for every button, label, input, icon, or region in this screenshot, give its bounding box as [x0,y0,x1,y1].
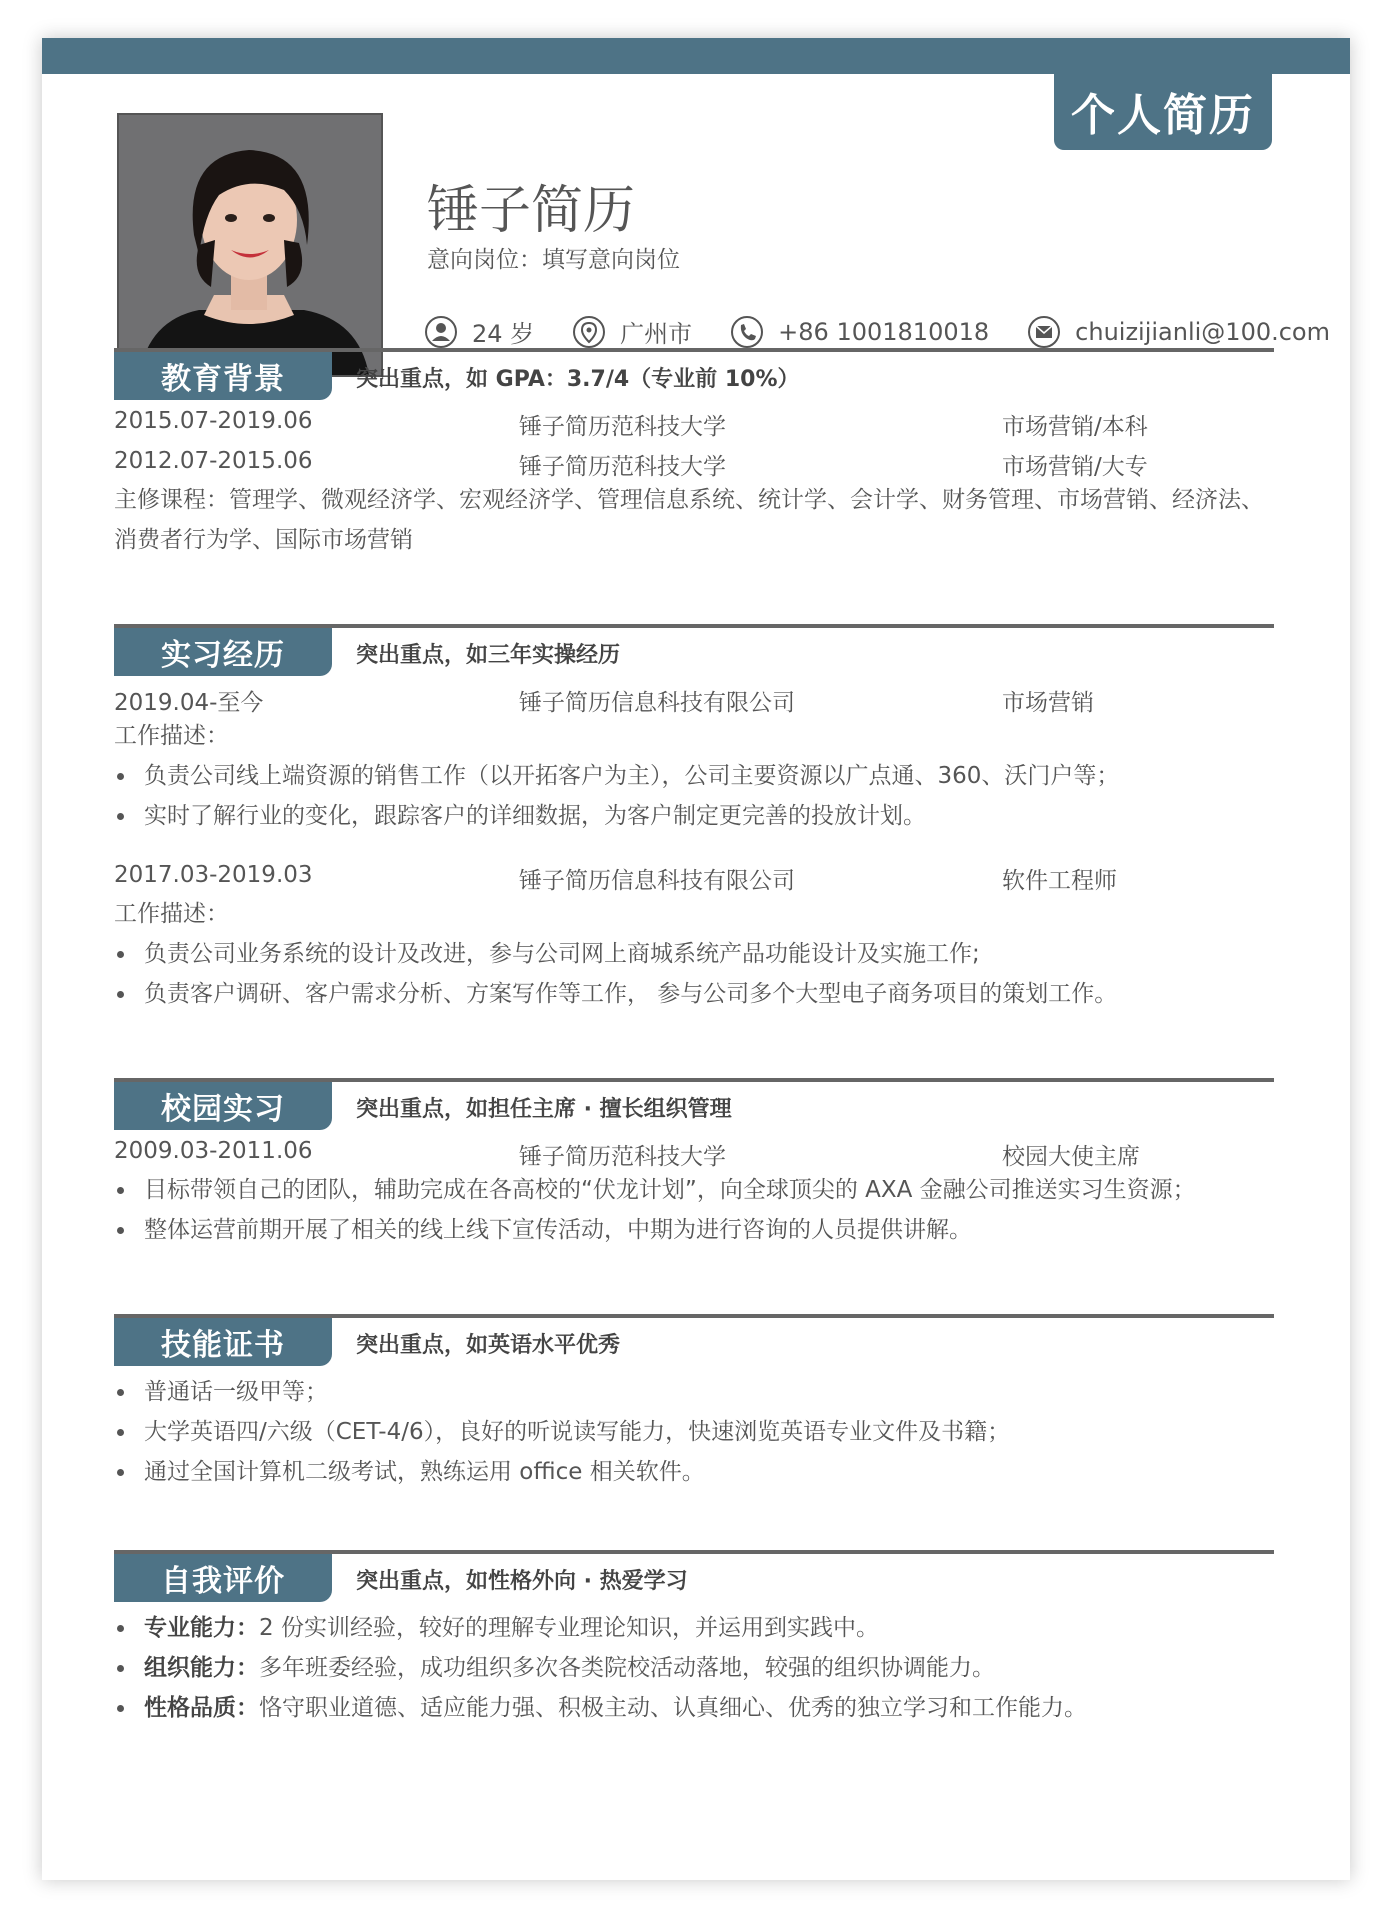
campus-hint: 突出重点，如担任主席 · 擅长组织管理 [356,1097,732,1122]
job-bullets [114,934,1274,1014]
campus-section-title [114,1078,1274,1130]
skills-section-title [114,1314,1274,1366]
list-item: 实时了解行业的变化，跟踪客户的详细数据，为客户制定更完善的投放计划。 [114,796,1274,836]
skills-hint: 突出重点，如英语水平优秀 [356,1333,621,1358]
education-courses: 主修课程：管理学、微观经济学、宏观经济学、管理信息系统、统计学、会计学、财务管理、市场营销、经济法、消费者行为学、国际市场营销 [114,487,1264,553]
self-label: 自我评价 [114,1554,332,1602]
profile-photo [117,113,383,377]
job-bullets [114,756,1274,836]
self-section-title [114,1550,1274,1602]
phone-text: +86 1001810018 [778,317,990,346]
job-intent: 意向岗位：填写意向岗位 [427,247,680,273]
job-row: 2017.03-2019.03 锤子简历信息科技有限公司 软件工程师 [114,862,1117,894]
internship-section-title [114,624,1274,676]
email-text: chuizijianli@100.com [1075,317,1330,346]
internship-hint: 突出重点，如三年实操经历 [356,643,621,668]
job-desc-label: 工作描述： [114,723,229,749]
self-hint: 突出重点，如性格外向 · 热爱学习 [356,1569,688,1594]
education-row: 2015.07-2019.06 锤子简历范科技大学 市场营销/本科 [114,408,1148,440]
list-item: 大学英语四/六级（CET-4/6），良好的听说读写能力，快速浏览英语专业文件及书籍； [114,1412,1274,1452]
city-item [572,314,692,349]
education-row: 2012.07-2015.06 锤子简历范科技大学 市场营销/大专 [114,448,1148,480]
list-item: 整体运营前期开展了相关的线上线下宣传活动，中期为进行咨询的人员提供讲解。 [114,1210,1274,1250]
top-bar [42,38,1350,74]
list-item: 负责公司线上端资源的销售工作（以开拓客户为主），公司主要资源以广点通、360、沃门户等； [114,756,1274,796]
candidate-name: 锤子简历 [427,181,636,241]
education-section-title [114,348,1274,400]
email-item [1027,315,1330,349]
city-text: 广州市 [620,320,693,348]
campus-row: 2009.03-2011.06 锤子简历范科技大学 校园大使主席 [114,1138,1140,1170]
list-item: 普通话一级甲等； [114,1372,1274,1412]
list-item: 专业能力：2 份实训经验，较好的理解专业理论知识，并运用到实践中。 [114,1608,1274,1648]
job-row: 2019.04-至今 锤子简历信息科技有限公司 市场营销 [114,690,1094,716]
list-item: 通过全国计算机二级考试，熟练运用 office 相关软件。 [114,1452,1274,1492]
mail-icon [1027,315,1061,349]
internship-label: 实习经历 [114,628,332,676]
list-item: 性格品质：恪守职业道德、适应能力强、积极主动、认真细心、优秀的独立学习和工作能力。 [114,1688,1274,1728]
list-item: 负责客户调研、客户需求分析、方案写作等工作， 参与公司多个大型电子商务项目的策划工作。 [114,974,1274,1014]
list-item: 组织能力：多年班委经验，成功组织多次各类院校活动落地，较强的组织协调能力。 [114,1648,1274,1688]
age-text: 24 岁 [472,320,535,348]
self-bullets [114,1608,1274,1728]
skills-label: 技能证书 [114,1318,332,1366]
person-icon [424,315,458,349]
age-item [424,314,534,349]
campus-bullets [114,1170,1274,1250]
location-icon [572,315,606,349]
skills-bullets [114,1372,1274,1492]
resume-tag: 个人简历 [1054,72,1272,150]
job-desc-label: 工作描述： [114,901,229,927]
list-item: 目标带领自己的团队，辅助完成在各高校的“伏龙计划”，向全球顶尖的 AXA 金融公司推送实习生资源； [114,1170,1274,1210]
education-hint: 突出重点，如 GPA：3.7/4（专业前 10%） [356,367,800,392]
list-item: 负责公司业务系统的设计及改进，参与公司网上商城系统产品功能设计及实施工作; [114,934,1274,974]
campus-label: 校园实习 [114,1082,332,1130]
phone-item [730,315,989,349]
contact-info [424,314,1330,349]
resume-page [42,38,1350,1880]
phone-icon [730,315,764,349]
education-label: 教育背景 [114,352,332,400]
